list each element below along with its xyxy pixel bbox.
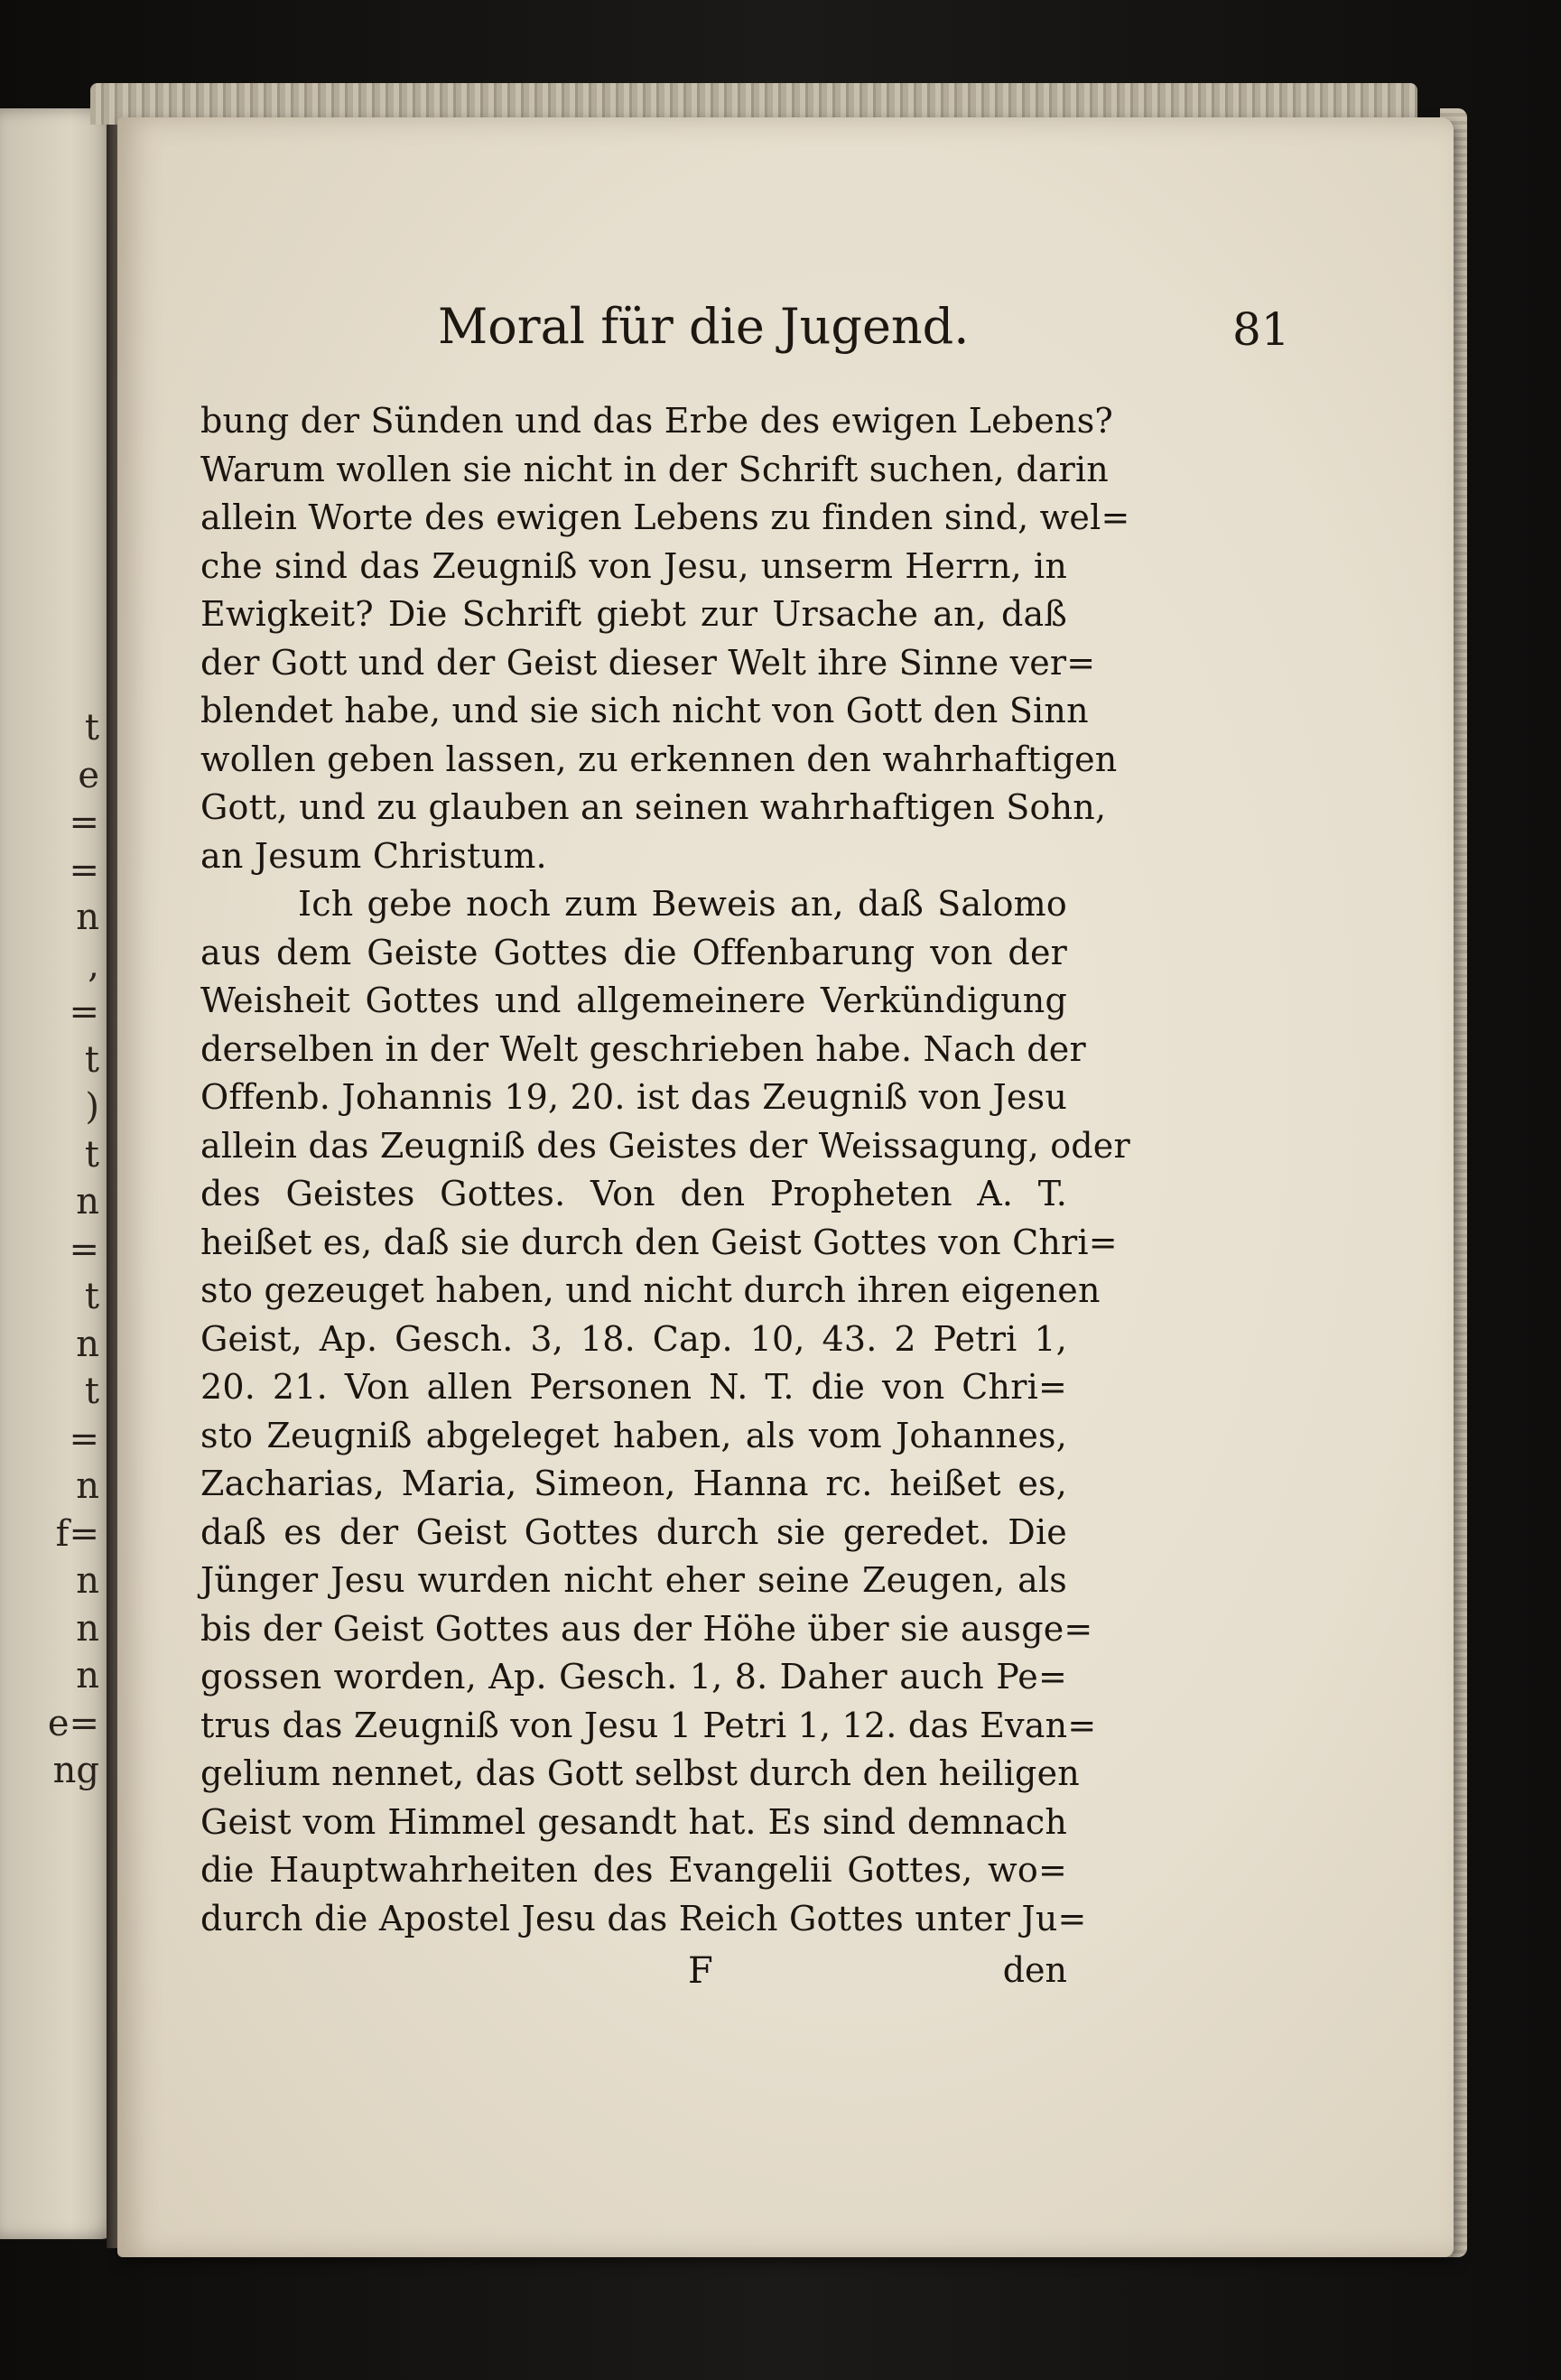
text-line: der Gott und der Geist dieser Welt ihre Sinne ver= xyxy=(200,642,1096,683)
text-line: derselben in der Welt geschrieben habe. Nach der xyxy=(200,1028,1086,1069)
left-page-fragment-text: n xyxy=(76,1655,99,1697)
text-line: gelium nennet, das Gott selbst durch den heiligen xyxy=(200,1753,1080,1793)
text-line: aus dem Geiste Gottes die Offenbarung von der xyxy=(200,932,1067,972)
page-header xyxy=(199,298,1290,361)
left-page-line-endings xyxy=(9,704,99,1795)
text-line: sto Zeugniß abgeleget haben, als vom Johannes, xyxy=(200,1415,1067,1455)
signature-mark: F xyxy=(688,1950,713,1992)
left-page-fragment-text: ng xyxy=(52,1750,99,1791)
left-page-fragment-text: e= xyxy=(47,1702,99,1744)
left-page-fragment-text: t xyxy=(84,1276,99,1317)
text-line: bung der Sünden und das Erbe des ewigen Lebens? xyxy=(200,401,1114,441)
text-line: Ewigkeit? Die Schrift giebt zur Ursache an, daß xyxy=(200,594,1067,634)
body-text xyxy=(200,397,1130,1943)
page-number: 81 xyxy=(1232,303,1290,356)
text-line: Zacharias, Maria, Simeon, Hanna rc. heißet es, xyxy=(200,1464,1067,1503)
running-title: Moral für die Jugend. xyxy=(438,298,970,355)
page-footer xyxy=(200,1950,1067,2004)
text-line: bis der Geist Gottes aus der Höhe über sie ausge= xyxy=(200,1608,1093,1649)
text-line: durch die Apostel Jesu das Reich Gottes unter Ju= xyxy=(200,1898,1087,1938)
left-page-fragment-text: = xyxy=(69,991,99,1033)
text-line: allein das Zeugniß des Geistes der Weissagung, oder xyxy=(200,1125,1130,1166)
left-page-fragment-text: , xyxy=(88,944,99,986)
left-page-fragment-text: t xyxy=(84,1371,99,1412)
text-line: des Geistes Gottes. Von den Propheten A. T. xyxy=(200,1174,1067,1213)
left-page-fragment-text: t xyxy=(84,707,99,748)
left-page-fragment-text: n xyxy=(76,897,99,938)
left-page-fragment-text: t xyxy=(84,1133,99,1176)
left-page-fragment-text: n xyxy=(76,1181,99,1223)
left-page-fragment-text: n xyxy=(76,1560,99,1602)
text-line: Offenb. Johannis 19, 20. ist das Zeugniß von Jesu xyxy=(200,1077,1067,1117)
text-line: gossen worden, Ap. Gesch. 1, 8. Daher auch Pe= xyxy=(200,1657,1067,1697)
text-line: heißet es, daß sie durch den Geist Gottes von Chri= xyxy=(200,1222,1118,1262)
text-line: Jünger Jesu wurden nicht eher seine Zeugen, als xyxy=(200,1560,1067,1600)
left-page-fragment-text: = xyxy=(69,1228,99,1270)
left-page-fragment-text: = xyxy=(69,1418,99,1460)
left-page-fragment xyxy=(0,108,117,2239)
text-line: blendet habe, und sie sich nicht von Gott den Sinn xyxy=(200,691,1089,730)
text-line: allein Worte des ewigen Lebens zu finden sind, wel= xyxy=(200,497,1130,537)
left-page-fragment-text: ) xyxy=(85,1086,99,1128)
text-line: wollen geben lassen, zu erkennen den wahrhaftigen xyxy=(200,739,1118,779)
text-line: trus das Zeugniß von Jesu 1 Petri 1, 12. das Evan= xyxy=(200,1705,1097,1745)
text-line: che sind das Zeugniß von Jesu, unserm Herrn, in xyxy=(200,545,1067,586)
left-page-fragment-text: n xyxy=(76,1465,99,1507)
text-line: Ich gebe noch zum Beweis an, daß Salomo xyxy=(298,884,1067,924)
text-line: 20. 21. Von allen Personen N. T. die von Chri= xyxy=(200,1367,1067,1407)
text-line: Geist vom Himmel gesandt hat. Es sind demnach xyxy=(200,1801,1067,1842)
text-line: sto gezeuget haben, und nicht durch ihren eigenen xyxy=(200,1270,1101,1310)
left-page-fragment-text: n xyxy=(76,1607,99,1650)
left-page-fragment-text: f= xyxy=(55,1512,99,1555)
text-line: die Hauptwahrheiten des Evangelii Gottes, wo= xyxy=(200,1850,1067,1890)
left-page-fragment-text: n xyxy=(76,1323,99,1365)
text-line: Geist, Ap. Gesch. 3, 18. Cap. 10, 43. 2 Petri 1, xyxy=(200,1318,1067,1359)
left-page-fragment-text: = xyxy=(69,849,99,891)
text-line: an Jesum Christum. xyxy=(200,835,547,876)
left-page-fragment-text: t xyxy=(84,1038,99,1081)
left-page-fragment-text: = xyxy=(69,802,99,843)
catchword: den xyxy=(1002,1950,1067,1990)
text-line: Warum wollen sie nicht in der Schrift suchen, darin xyxy=(200,449,1109,489)
text-line: Weisheit Gottes und allgemeinere Verkündigung xyxy=(200,981,1067,1020)
left-page-fragment-text: e xyxy=(78,754,99,796)
text-line: Gott, und zu glauben an seinen wahrhaftigen Sohn, xyxy=(200,787,1107,827)
text-line: daß es der Geist Gottes durch sie geredet. Die xyxy=(200,1511,1067,1552)
